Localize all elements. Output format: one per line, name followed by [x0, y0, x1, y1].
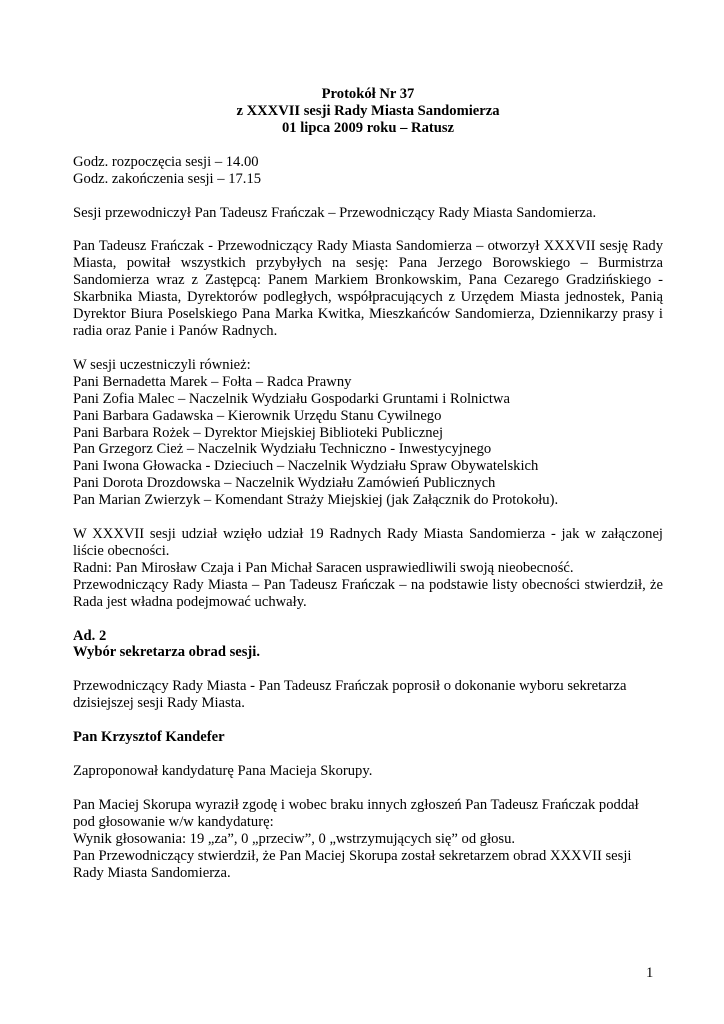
speaker-name: Pan Krzysztof Kandefer	[73, 729, 225, 746]
vote-result: Wynik głosowania: 19 „za”, 0 „przeciw”, 0 „wstrzymujących się” od głosu.	[73, 830, 516, 847]
page-number: 1	[646, 965, 654, 981]
end-time: Godz. zakończenia sesji – 17.15	[73, 170, 262, 187]
ad2-heading	[73, 628, 663, 662]
consent-text: Pan Maciej Skorupa wyraził zgodę i wobec braku innych zgłoszeń Pan Tadeusz Frańczak poddał pod głosowanie w/w kandydaturę:	[73, 797, 639, 830]
list-item: Pan Marian Zwierzyk – Komendant Straży Miejskiej (jak Załącznik do Protokołu).	[73, 492, 559, 509]
quorum-attendance: W XXXVII sesji udział wzięło udział 19 Radnych Rady Miasta Sandomierza - jak w załączonej liście obecności.	[73, 526, 663, 559]
session-times	[73, 154, 663, 188]
start-time: Godz. rozpoczęcia sesji – 14.00	[73, 153, 259, 170]
title-line-3: 01 lipca 2009 roku – Ratusz	[281, 119, 455, 136]
agenda-item-number: Ad. 2	[73, 627, 107, 644]
list-item: Pani Barbara Gadawska – Kierownik Urzędu Stanu Cywilnego	[73, 407, 442, 424]
secretary-result: Pan Przewodniczący stwierdził, że Pan Maciej Skorupa został sekretarzem obrad XXXVII sesji Rady Miasta Sandomierza.	[73, 847, 632, 881]
list-item: Pani Iwona Głowacka - Dzieciuch – Naczelnik Wydziału Spraw Obywatelskich	[73, 458, 539, 475]
attendees-list	[73, 357, 663, 509]
title-line-2: z XXXVII sesji Rady Miasta Sandomierza	[236, 102, 500, 119]
document-body	[73, 86, 663, 882]
list-item: Pani Zofia Malec – Naczelnik Wydziału Gospodarki Gruntami i Rolnictwa	[73, 390, 510, 407]
agenda-item-title: Wybór sekretarza obrad sesji.	[73, 644, 260, 661]
proposal-text: Zaproponował kandydaturę Pana Macieja Skorupy.	[73, 763, 373, 780]
vote-section	[73, 797, 663, 882]
attendees-intro: W sesji uczestniczyli również:	[73, 356, 251, 373]
quorum-section	[73, 526, 663, 611]
secretary-request: Przewodniczący Rady Miasta - Pan Tadeusz Frańczak poprosił o dokonanie wyboru sekretarza dzisiejszej sesji Rady Miasta.	[73, 678, 627, 712]
title-line-1: Protokół Nr 37	[321, 86, 415, 102]
list-item: Pani Bernadetta Marek – Fołta – Radca Prawny	[73, 373, 352, 390]
opening-paragraph: Pan Tadeusz Frańczak - Przewodniczący Rady Miasta Sandomierza – otworzył XXXVII sesję Rady Miasta, powitał wszystkich przybyłych na sesję: Pana Jerzego Borowskiego – Burmistrza Sandomierza wraz z Zastępcą: Panem Markiem Bronkowskim, Pana Cezarego Gradzińskiego - Skarbnika Miasta, Dyrektorów podległych, współpracujących z Urzędem Miasta jednostek, Panią Dyrektor Biura Poselskiego Pana Marka Kwitka, Mieszkańców Sandomierza, Dziennikarzy prasy i radia oraz Panie i Panów Radnych.	[73, 238, 663, 339]
list-item: Pani Barbara Rożek – Dyrektor Miejskiej Biblioteki Publicznej	[73, 424, 444, 441]
list-item: Pan Grzegorz Cież – Naczelnik Wydziału Techniczno - Inwestycyjnego	[73, 441, 492, 458]
protocol-title	[73, 86, 663, 137]
chair-paragraph: Sesji przewodniczył Pan Tadeusz Frańczak – Przewodniczący Rady Miasta Sandomierza.	[73, 204, 597, 221]
quorum-absent: Radni: Pan Mirosław Czaja i Pan Michał Saracen usprawiedliwili swoją nieobecność.	[73, 559, 574, 576]
list-item: Pani Dorota Drozdowska – Naczelnik Wydziału Zamówień Publicznych	[73, 475, 496, 492]
quorum-statement: Przewodniczący Rady Miasta – Pan Tadeusz Frańczak – na podstawie listy obecności stwierdził, że Rada jest władna podejmować uchwały.	[73, 576, 663, 610]
